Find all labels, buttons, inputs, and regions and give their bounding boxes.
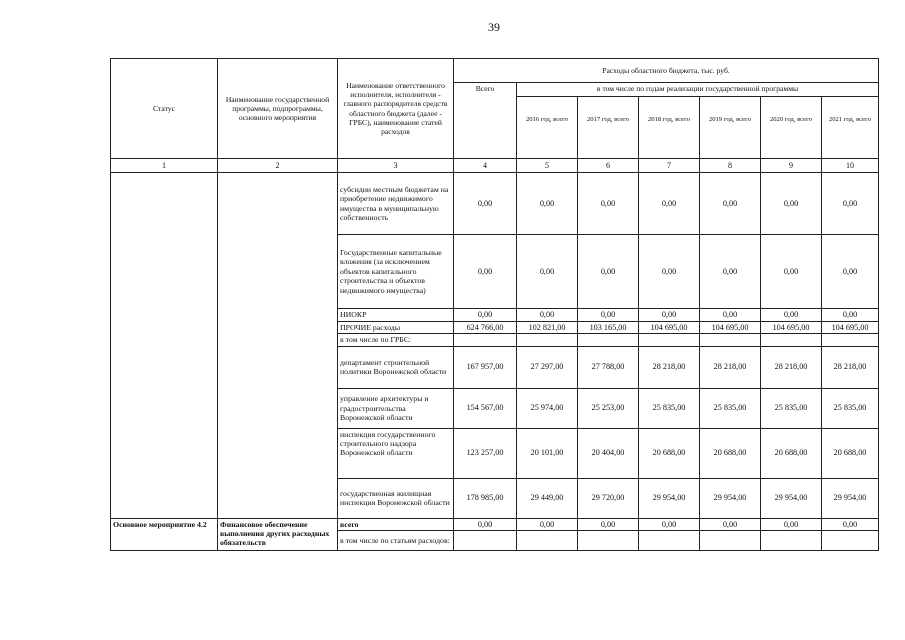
row-label: в том числе по статьям расходов: [338, 531, 454, 551]
row-label: субсидии местным бюджетам на приобретение недвижимого имущества в муниципальную собственность [338, 173, 454, 235]
row-label: Государственные капитальные вложения (за исключением объектов капитального строительства и объектов недвижимого имущества) [338, 235, 454, 309]
header-executor: Наименование ответственного исполнителя, исполнителя - главного распорядителя средств областного бюджета (далее - ГРБС), наименование статей расходов [338, 59, 454, 159]
row-year-value: 0,00 [517, 309, 578, 322]
row-year-value: 28 218,00 [700, 346, 761, 388]
row-total: 0,00 [454, 173, 517, 235]
row-year-value: 0,00 [517, 518, 578, 531]
row-year-value: 20 688,00 [822, 428, 879, 478]
table-row [111, 518, 879, 531]
row-year-value: 29 954,00 [761, 478, 822, 518]
column-number-row [111, 159, 879, 173]
row-label: государственная жилищная инспекция Воронежской области [338, 478, 454, 518]
budget-table [110, 58, 879, 551]
status-cell-empty [111, 173, 218, 519]
header-budget: Расходы областного бюджета, тыс. руб. [454, 59, 879, 83]
empty-cell [454, 531, 517, 551]
row-label: инспекция государственного строительного надзора Воронежской области [338, 428, 454, 478]
row-year-value: 29 720,00 [578, 478, 639, 518]
row-total: 0,00 [454, 518, 517, 531]
row-label: департамент строительной политики Воронежской области [338, 346, 454, 388]
column-number: 8 [700, 159, 761, 173]
row-year-value: 0,00 [578, 173, 639, 235]
row-label: НИОКР [338, 309, 454, 322]
row-year-value: 25 835,00 [639, 388, 700, 428]
row-year-value: 29 449,00 [517, 478, 578, 518]
header-status: Статус [111, 59, 218, 159]
row-year-value: 0,00 [700, 518, 761, 531]
row-year-value: 0,00 [517, 173, 578, 235]
row-total: 624 766,00 [454, 321, 517, 334]
header-program-name: Наименование государственной программы, подпрограммы, основного мероприятия [218, 59, 338, 159]
empty-cell [517, 334, 578, 346]
row-year-value: 28 218,00 [761, 346, 822, 388]
row-year-value: 0,00 [822, 235, 879, 309]
empty-cell [578, 334, 639, 346]
row-year-value: 0,00 [639, 235, 700, 309]
row-year-value: 0,00 [761, 235, 822, 309]
row-total: 154 567,00 [454, 388, 517, 428]
row-year-value: 20 101,00 [517, 428, 578, 478]
empty-cell [761, 334, 822, 346]
empty-cell [822, 334, 879, 346]
header-year-2017: 2017 год, всего [578, 97, 639, 158]
row-year-value: 28 218,00 [822, 346, 879, 388]
header-year-2021: 2021 год, всего [828, 115, 871, 123]
row-year-value: 25 835,00 [700, 388, 761, 428]
row-year-value: 0,00 [761, 173, 822, 235]
row-total: 123 257,00 [454, 428, 517, 478]
row-year-value: 103 165,00 [578, 321, 639, 334]
empty-cell [822, 531, 879, 551]
row-label: в том числе по ГРБС: [338, 334, 454, 346]
row-year-value: 0,00 [578, 309, 639, 322]
column-number: 3 [338, 159, 454, 173]
header-years-row [517, 97, 878, 158]
header-year-2018: 2018 год, всего [639, 97, 700, 158]
row-year-value: 0,00 [700, 235, 761, 309]
header-year-2016: 2016 год, всего [517, 97, 578, 158]
row-year-value: 25 974,00 [517, 388, 578, 428]
row-year-value: 0,00 [517, 235, 578, 309]
header-year-2019: 2019 год, всего [700, 97, 761, 158]
column-number: 2 [218, 159, 338, 173]
row-year-value: 29 954,00 [639, 478, 700, 518]
empty-cell [700, 531, 761, 551]
row-label: ПРОЧИЕ расходы [338, 321, 454, 334]
row-year-value: 0,00 [639, 518, 700, 531]
row-year-value: 28 218,00 [639, 346, 700, 388]
row-year-value: 0,00 [639, 173, 700, 235]
row-year-value: 20 404,00 [578, 428, 639, 478]
row-year-value: 29 954,00 [700, 478, 761, 518]
column-number: 5 [517, 159, 578, 173]
row-year-value: 0,00 [822, 173, 879, 235]
header-years-group [517, 83, 879, 159]
empty-cell [761, 531, 822, 551]
row-total: 0,00 [454, 309, 517, 322]
row-total: 0,00 [454, 235, 517, 309]
empty-cell [639, 334, 700, 346]
row-year-value: 29 954,00 [822, 478, 879, 518]
column-number: 9 [761, 159, 822, 173]
empty-cell [454, 334, 517, 346]
row-label: всего [338, 518, 454, 531]
row-year-value: 0,00 [822, 309, 879, 322]
row-year-value: 25 835,00 [761, 388, 822, 428]
row-year-value: 0,00 [700, 173, 761, 235]
column-number: 10 [822, 159, 879, 173]
header-by-years: в том числе по годам реализации государственной программы [517, 83, 878, 97]
row-year-value: 25 835,00 [822, 388, 879, 428]
row-year-value: 0,00 [761, 309, 822, 322]
row-year-value: 20 688,00 [639, 428, 700, 478]
row-year-value: 0,00 [578, 518, 639, 531]
header-total: Всего [454, 83, 517, 159]
column-number: 6 [578, 159, 639, 173]
empty-cell [700, 334, 761, 346]
row-year-value: 0,00 [578, 235, 639, 309]
program-cell-empty [218, 173, 338, 519]
row-year-value: 0,00 [700, 309, 761, 322]
row-total: 167 957,00 [454, 346, 517, 388]
empty-cell [517, 531, 578, 551]
row-year-value: 0,00 [761, 518, 822, 531]
header-year-2020: 2020 год, всего [761, 97, 822, 158]
row-year-value: 104 695,00 [700, 321, 761, 334]
row-year-value: 27 297,00 [517, 346, 578, 388]
row-label: управление архитектуры и градостроительства Воронежской области [338, 388, 454, 428]
row-year-value: 0,00 [822, 518, 879, 531]
row-year-value: 27 788,00 [578, 346, 639, 388]
section-status: Основное мероприятие 4.2 [111, 518, 218, 551]
row-year-value: 104 695,00 [639, 321, 700, 334]
empty-cell [578, 531, 639, 551]
empty-cell [639, 531, 700, 551]
row-year-value: 20 688,00 [761, 428, 822, 478]
column-number: 7 [639, 159, 700, 173]
row-year-value: 25 253,00 [578, 388, 639, 428]
column-number: 1 [111, 159, 218, 173]
table-row [111, 173, 879, 235]
row-year-value: 104 695,00 [822, 321, 879, 334]
column-number: 4 [454, 159, 517, 173]
page-number: 39 [488, 20, 500, 34]
row-year-value: 102 821,00 [517, 321, 578, 334]
row-year-value: 20 688,00 [700, 428, 761, 478]
section-name: Финансовое обеспечение выполнения других расходных обязательств [218, 518, 338, 551]
row-year-value: 0,00 [639, 309, 700, 322]
row-year-value: 104 695,00 [761, 321, 822, 334]
row-total: 178 985,00 [454, 478, 517, 518]
